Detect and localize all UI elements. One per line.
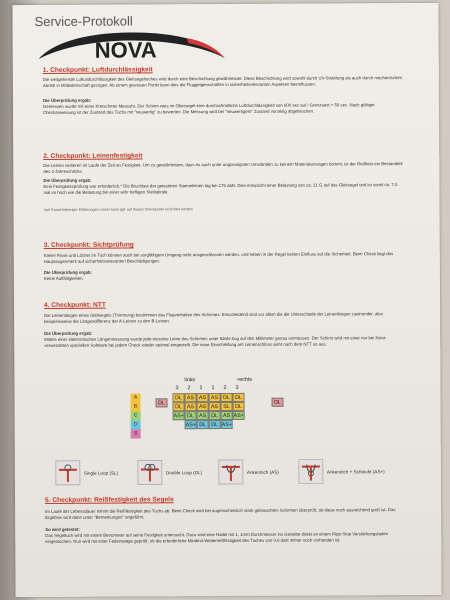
table-cell: AS [209, 402, 221, 411]
anchor-hitch-loop-icon [298, 458, 324, 484]
table-row-label: S [131, 429, 141, 438]
table-cell: AS [185, 402, 197, 411]
table-cell: DL [173, 402, 185, 411]
table-cell: AS+ [233, 411, 245, 420]
table-cell: DL [197, 420, 209, 429]
section-3-result-label: Die Überprüfung ergab: [43, 269, 93, 275]
table-cell: AS [197, 411, 209, 420]
logo-text: NOVA [94, 37, 157, 63]
double-loop-icon [137, 459, 163, 485]
table-cell: SL [221, 402, 233, 411]
table-column-number: 2 [223, 385, 227, 392]
section-1-result: Gemessen wurde mit einer Kretschmer Messuhr. Der Schirm wies im Obersegel eine durchschnittliche Luftdurchlässigkeit von 600 sec auf / Grenzwert = 50 sec. Nach gültiger Checkanweisung ist der Zustand des Tuchs mit "neuwertig" zu bewerten. Die Messung wird bei "neuwertigem" Zustand vorzeitig abgebrochen. [42, 102, 375, 115]
table-column-number: 3 [175, 385, 179, 392]
table-cell: AS [208, 393, 220, 402]
section-5-result: Das Segeltuch wird mit einem Betrometer auf seine Festigkeit untersucht. Dazu wird eine Nadel mit 1, 1mm Durchmesser ins Gewebe direkt an einem Ripp-Stop Verstärkungsfaden eingestochen. Nun wird mit einer Federwaage geprüft, ob die erforderliche Mindest-Weiterreißfestigkeit des Tuches von 0,6 daN immer noch vorhanden ist. [45, 531, 389, 544]
table-row-label: C [131, 411, 141, 420]
table-cell: AS [221, 411, 233, 420]
double-loop-label: Double Loop (DL) [165, 470, 203, 476]
section-2-result-label: Die Überprüfung ergab: [43, 177, 92, 183]
section-2-result: Eine Festigkeitsprüfung war erforderlich.* Die Bruchlast der getesteten Stammleinen lag bei 176 daN. Dies entspricht einer Belastung von ca. 21 G auf das Gleitsegel und ist somit ca. 7.0 mal so hoch wie die Belastung bei einer sehr heftigen Steilspirale. [43, 182, 398, 195]
section-4-intro: Die Leinenlängen eines Gleitsegels (Trimmung) bestimmen das Flugverhalten des Schirmes. Entscheidend sind vor allem die die Unterschiede der Leinenlängen zueinander, also beispielsweise die Längendifferenz der A-Leinen zu den B-Leinen. [44, 311, 383, 324]
table-row-label: A [130, 393, 140, 402]
section-3-intro: Kleine Risse und Löcher im Tuch können auch bei sorgfältigem Umgang nicht ausgeschlossen werden, und heben in der Regel keinen Einfluss auf die Sicherheit. Beim Check liegt das Hauptaugenmerk auf sicherheitsrelevanten Beschädigungen. [43, 251, 394, 264]
section-1-intro: Die weitgehende Luftundurchlässigkeit des Gleitsegeltuches wird durch eine Beschichtung gewährleistet. Diese Beschichtung wird sowohl durch UV-Strahlung als auch durch mechanischen Abrieb in Mitleidenschaft gezogen. Ab einem gewissen Punkt kann dies die Fluggeigenschaften in sicherheitsrelevanten Aspekten beeinflussen. [42, 75, 403, 88]
table-column-number: 1 [211, 385, 215, 392]
table-cell: DL [220, 393, 232, 402]
single-loop-icon [55, 460, 81, 486]
table-cell: AS [197, 402, 209, 411]
anchor-hitch-label: Ankerstich (AS) [246, 469, 279, 475]
section-4-result: Mittels einer elektronischen Längenmessung wurde jede einzelne Leine des Schirmes unter 5daN-Zug auf den Millimeter genau vermessen. Der Schirm wird mit einer nur bei Nova verwendeten speziellen Software bei jedem Check wieder optimal eingestellt. Die neue Einschleifung am Leinenschloss sieht nach dem NTT so aus: [44, 335, 386, 348]
table-cell: AS+ [173, 411, 185, 420]
table-column-number: 2 [187, 385, 191, 392]
table-cell: AS+ [221, 420, 233, 429]
section-1-result-label: Die Überprüfung ergab: [42, 97, 92, 103]
table-left-side-cell: DL [156, 399, 168, 408]
section-1-heading: 1. Checkpunkt: Luftdurchlässigkeit [42, 66, 153, 74]
section-2-heading: 2. Checkpunkt: Leinenfestigkeit [43, 152, 143, 160]
table-cell: AS+ [185, 420, 197, 429]
table-rechts-label: rechts [237, 376, 253, 383]
document-page [12, 3, 441, 597]
table-cell: DL [209, 420, 221, 429]
table-right-side-cell: DL [272, 398, 284, 407]
table-cell: DL [185, 411, 197, 420]
table-cell: AS [184, 393, 196, 402]
nova-logo-icon [37, 30, 227, 63]
anchor-hitch-loop-label: Ankerstich + Schlaufe (AS+) [326, 469, 385, 475]
page-title: Service-Protokoll [34, 13, 133, 30]
section-5-heading: 5. Checkpunkt: Reißfestigkeit des Segels [45, 496, 174, 504]
section-5-intro: Im Laufe der Lebensdauer nimmt die Reißfestigkeit des Tuchs ab. Beim Check wird bei augenscheinlich stark gebrauchten Schirmen überprüft, ob diese noch ausreichend groß ist. Das Ergebnis wird dann unter "Bemerkungen" angeführt. [45, 507, 396, 520]
table-column-number: 3 [235, 384, 239, 391]
section-5-result-label: So wird getestet: [45, 526, 80, 532]
section-4-result-label: Die Überprüfung ergab: [44, 330, 93, 336]
table-column-number: 1 [199, 385, 203, 392]
table-cell: DL [209, 411, 221, 420]
table-cell: DL [172, 393, 184, 402]
table-row-label: D [131, 420, 141, 429]
table-cell: DL [232, 393, 244, 402]
section-2-footnote: *auf Grund bisheriger Erfahrungen Leinen kann ggf. auf diesen Checkpunkt verzichtet werden [43, 207, 193, 212]
section-4-heading: 4. Checkpunkt: NTT [44, 301, 106, 309]
table-cell: AS [196, 393, 208, 402]
table-cell: DL [233, 402, 245, 411]
single-loop-label: Single Loop (SL) [83, 470, 119, 476]
section-3-result: Keine Auffälligkeiten. [43, 275, 84, 281]
anchor-hitch-icon [218, 459, 244, 485]
section-3-heading: 3. Checkpunkt: Sichtprüfung [43, 241, 134, 249]
table-row-label: B [131, 402, 141, 411]
table-links-label: links [184, 377, 196, 384]
section-2-intro: Die Leinen verlieren im Laufe der Zeit an Festigkeit. Um zu gewährleisten, dass es auch unter ungünstigsten Umständen zu keinem Materialversagen kommt, ist der Reißtest ein Bestandteil des 2-Jahreschecks. [43, 161, 403, 174]
